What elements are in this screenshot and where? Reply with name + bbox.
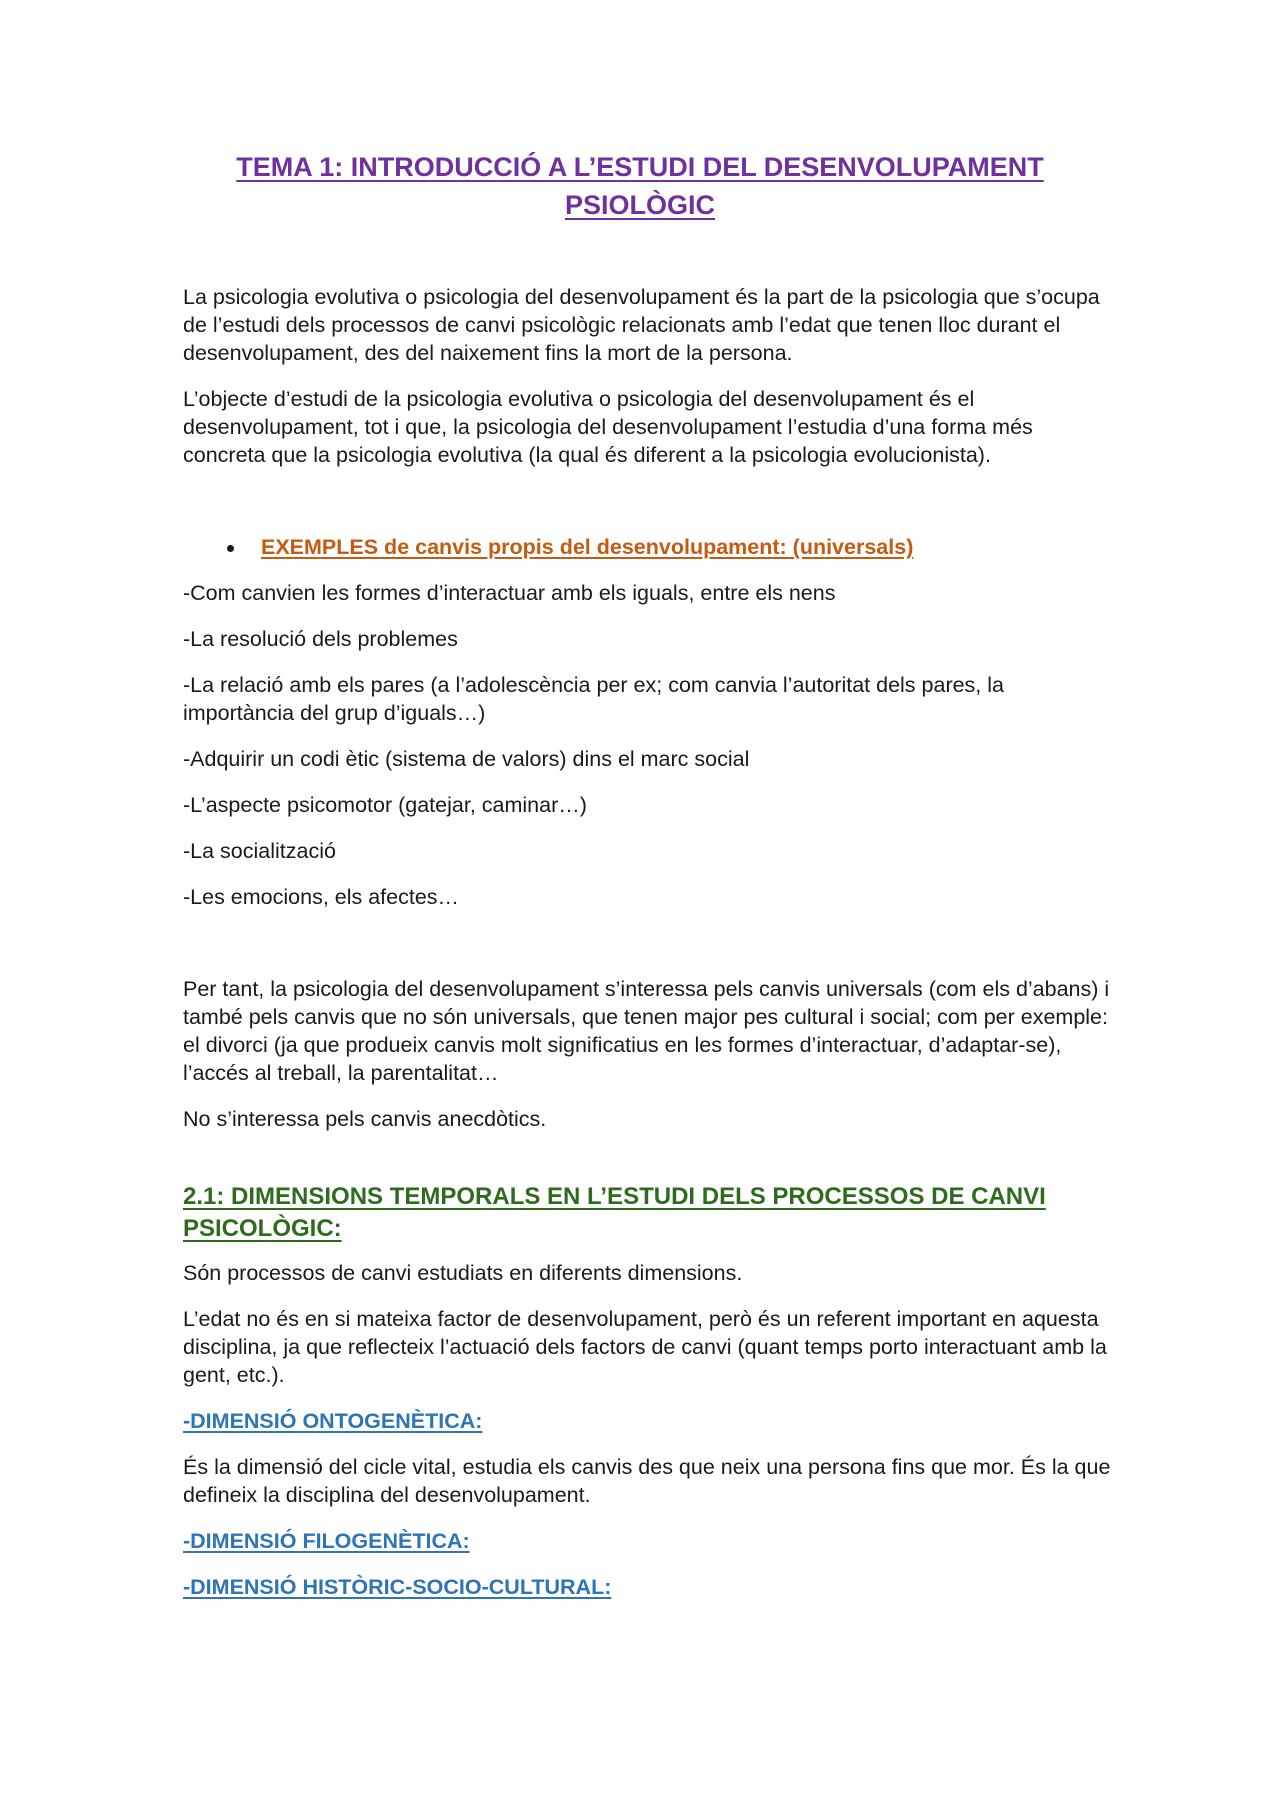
historic-heading: -DIMENSIÓ HISTÒRIC-SOCIO-CULTURAL: — [183, 1575, 612, 1599]
conclusion-paragraph-2: No s’interessa pels canvis anecdòtics. — [183, 1107, 547, 1131]
example-item: -Adquirir un codi ètic (sistema de valors) dins el marc social — [183, 747, 750, 771]
intro-paragraph-1: La psicologia evolutiva o psicologia del desenvolupament és la part de la psicologia que s’ocupa de l’estudi dels processos de canvi psicològic relacionats amb l’edat que tenen lloc durant el desenvolupament, des del naixement fins la mort de la persona. — [183, 285, 1100, 365]
section-2-1-paragraph-1: Són processos de canvi estudiats en diferents dimensions. — [183, 1261, 743, 1285]
example-item: -La resolució dels problemes — [183, 627, 458, 651]
bullet-icon — [227, 545, 234, 552]
example-item: -La relació amb els pares (a l’adolescència per ex; com canvia l’autoritat dels pares, la importància del grup d’iguals…) — [183, 673, 1004, 725]
examples-heading: EXEMPLES de canvis propis del desenvolupament: (universals) — [261, 535, 914, 559]
title-line-1: TEMA 1: INTRODUCCIÓ A L’ESTUDI DEL DESENVOLUPAMENT — [236, 152, 1044, 182]
document-title — [190, 148, 1090, 224]
example-item: -Les emocions, els afectes… — [183, 885, 460, 909]
example-item: -L’aspecte psicomotor (gatejar, caminar…) — [183, 793, 587, 817]
ontogenetica-text: És la dimensió del cicle vital, estudia els canvis des que neix una persona fins que mor. És la que defineix la disciplina del desenvolupament. — [183, 1455, 1111, 1507]
conclusion-paragraph-1: Per tant, la psicologia del desenvolupament s’interessa pels canvis universals (com els d’abans) i també pels canvis que no són universals, que tenen major pes cultural i social; com per exemple: el divorci (ja que produeix canvis molt significatius en les formes d’interactuar, d’adaptar-se), l’accés al treball, la parentalitat… — [183, 977, 1110, 1085]
example-item: -Com canvien les formes d’interactuar amb els iguals, entre els nens — [183, 581, 836, 605]
section-2-1-paragraph-2: L’edat no és en si mateixa factor de desenvolupament, però és un referent important en aquesta disciplina, ja que reflecteix l’actuació dels factors de canvi (quant temps porto interactuant amb la gent, etc.). — [183, 1307, 1107, 1387]
example-item: -La socialització — [183, 839, 336, 863]
examples-bullet — [183, 533, 1113, 561]
filogenetica-heading: -DIMENSIÓ FILOGENÈTICA: — [183, 1529, 470, 1553]
document-body — [183, 283, 1113, 1601]
title-line-2: PSIOLÒGIC — [564, 190, 716, 220]
section-2-1-heading: 2.1: DIMENSIONS TEMPORALS EN L’ESTUDI DELS PROCESSOS DE CANVI PSICOLÒGIC: — [183, 1183, 1046, 1242]
ontogenetica-heading: -DIMENSIÓ ONTOGENÈTICA: — [183, 1409, 483, 1433]
examples-list — [183, 579, 1113, 911]
intro-paragraph-2: L’objecte d’estudi de la psicologia evolutiva o psicologia del desenvolupament és el desenvolupament, tot i que, la psicologia del desenvolupament l’estudia d’una forma més concreta que la psicologia evolutiva (la qual és diferent a la psicologia evolucionista). — [183, 387, 1033, 467]
